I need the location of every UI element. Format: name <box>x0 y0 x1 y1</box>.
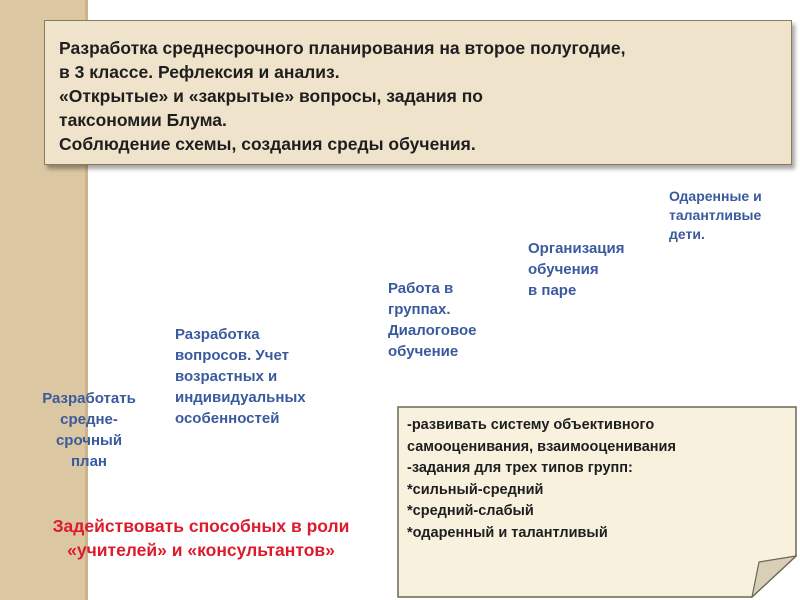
step-line: талантливые <box>669 207 762 223</box>
peer-teachers-note <box>10 514 392 562</box>
step-line: Разработка <box>175 326 260 343</box>
step-line: план <box>71 453 107 470</box>
title-line: «Открытые» и «закрытые» вопросы, задания по <box>59 86 483 106</box>
title-line: Разработка среднесрочного планирования на второе полугодие, <box>59 38 626 58</box>
step-gifted-children <box>669 187 762 244</box>
step-line: индивидуальных <box>175 389 306 406</box>
step-line: Разработать <box>42 390 136 407</box>
note-line: *одаренный и талантливый <box>407 524 608 541</box>
step-line: Одаренные и <box>669 188 762 204</box>
note-line: -задания для трех типов групп: <box>407 460 633 476</box>
step-line: Диалоговое <box>388 322 477 339</box>
step-line: Работа в <box>388 280 454 297</box>
title-line: Соблюдение схемы, создания среды обучения. <box>59 134 476 154</box>
step-pair-learning <box>528 238 625 301</box>
note-line: самооценивания, взаимооценивания <box>407 438 676 455</box>
red-note-line: «учителей» и «консультантов» <box>67 540 335 560</box>
title-line: таксономии Блума. <box>59 110 227 130</box>
note-line: *средний-слабый <box>407 503 534 519</box>
step-develop-plan <box>6 388 172 472</box>
red-note-line: Задействовать способных в роли <box>52 516 350 536</box>
step-group-work <box>388 278 476 362</box>
step-line: обучения <box>528 261 599 278</box>
title-line: в 3 классе. Рефлексия и анализ. <box>59 62 340 82</box>
step-line: в паре <box>528 282 577 299</box>
note-box <box>397 406 797 598</box>
step-line: обучение <box>388 343 459 360</box>
step-develop-questions <box>175 324 306 429</box>
step-line: особенностей <box>175 410 280 427</box>
note-content <box>407 415 787 544</box>
step-line: срочный <box>55 432 123 449</box>
step-line: возрастных и <box>175 368 278 385</box>
step-line: средне- <box>60 411 118 428</box>
note-line: -развивать систему объективного <box>407 417 655 433</box>
step-line: вопросов. Учет <box>175 347 289 364</box>
note-line: *сильный-средний <box>407 481 544 498</box>
step-line: группах. <box>388 301 451 318</box>
title-box <box>44 20 792 165</box>
step-line: Организация <box>528 240 625 257</box>
step-line: дети. <box>669 226 705 242</box>
